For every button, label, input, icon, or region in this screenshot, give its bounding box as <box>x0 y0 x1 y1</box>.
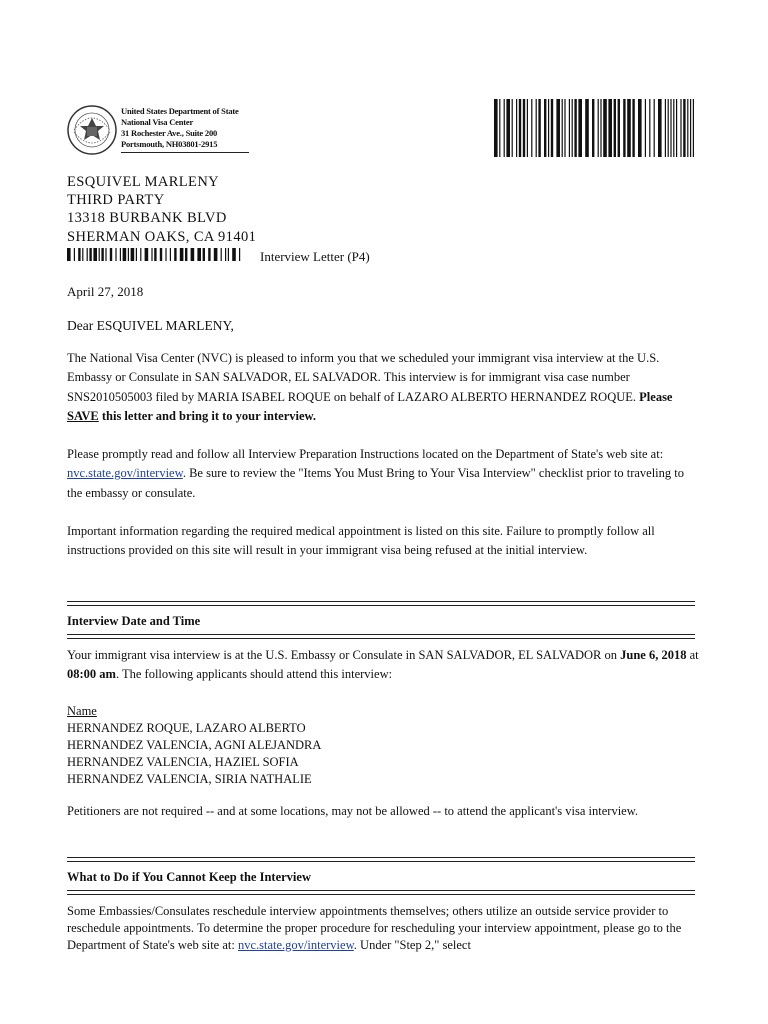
barcode-bar <box>512 99 513 157</box>
barcode-bar <box>174 248 176 261</box>
barcode-bar <box>649 99 650 157</box>
barcode-bar <box>67 248 71 261</box>
barcode-bar <box>670 99 671 157</box>
instructions-paragraph: Please promptly read and follow all Interview Preparation Instructions located on the Department of State's web site at: nvc.state.gov/interview. Be sure to review the "Items You Must Bring to Your Visa Interview" checklist prior to traveling to the embassy or consulate. <box>67 447 685 500</box>
barcode-bar <box>690 99 691 157</box>
barcode-bar <box>632 99 634 157</box>
petitioners-note: Petitioners are not required -- and at some locations, may not be allowed -- to attend the applicant's visa interview. <box>67 804 639 818</box>
recipient-line: SHERMAN OAKS, CA 91401 <box>67 228 257 245</box>
letter-date: April 27, 2018 <box>67 284 144 299</box>
barcode-bar <box>618 99 620 157</box>
barcode-bar <box>608 99 612 157</box>
barcode-bar <box>99 248 100 261</box>
barcode-bar <box>572 99 573 157</box>
barcode-bar <box>687 99 688 157</box>
barcode-bar <box>600 99 601 157</box>
barcode-bar <box>110 248 112 261</box>
barcode-bar <box>551 99 553 157</box>
barcode-bar <box>105 248 106 261</box>
list-item: HERNANDEZ VALENCIA, SIRIA NATHALIE <box>67 772 312 786</box>
barcode-bar <box>680 99 681 157</box>
sender-line: 31 Rochester Ave., Suite 200 <box>121 128 218 138</box>
barcode-bar <box>645 99 646 157</box>
letter-type: Interview Letter (P4) <box>260 249 370 264</box>
barcode-bar <box>494 99 498 157</box>
barcode-bar <box>564 99 565 157</box>
medical-paragraph: Important information regarding the required medical appointment is listed on this site. Failure to promptly follow all instructions provided on this site will result in your immigrant visa being refused at the initial interview. <box>67 524 655 558</box>
barcode-bar <box>165 248 166 261</box>
barcode-bar <box>232 248 236 261</box>
barcode-bar <box>145 248 149 261</box>
barcode-bar <box>120 248 121 261</box>
barcode-bar <box>623 99 625 157</box>
barcode-bar <box>228 248 229 261</box>
barcode-bar <box>191 248 195 261</box>
barcode-bar <box>569 99 570 157</box>
barcode-bar <box>614 99 616 157</box>
barcode-bar <box>197 248 201 261</box>
barcode-bar <box>574 99 576 157</box>
barcode-bar <box>221 248 222 261</box>
barcode-bar <box>128 248 129 261</box>
barcode-bar <box>693 99 694 157</box>
barcode-bar <box>556 99 560 157</box>
interview-link[interactable]: nvc.state.gov/interview <box>237 937 354 952</box>
barcode-bar <box>225 248 226 261</box>
barcode-bar <box>598 99 599 157</box>
intro-paragraph <box>67 349 699 426</box>
section-divider <box>67 634 695 639</box>
barcode-bar <box>170 248 171 261</box>
sender-line: National Visa Center <box>121 117 194 127</box>
barcode-bar <box>585 99 589 157</box>
greeting: Dear ESQUIVEL MARLENY, <box>67 318 234 333</box>
barcode-bar <box>87 248 88 261</box>
barcode-bar <box>89 248 91 261</box>
barcode-bar <box>506 99 510 157</box>
applicant-list-header: Name <box>67 704 97 718</box>
sender-address <box>121 106 249 153</box>
barcode-bar <box>638 99 642 157</box>
barcode-bar <box>82 248 83 261</box>
interview-details-paragraph: Your immigrant visa interview is at the U.S. Embassy or Consulate in SAN SALVADOR, EL SALVADOR on June 6, 2018 at 08:00 am. The following applicants should attend this interview: <box>67 648 699 682</box>
intro-text: The National Visa Center (NVC) is pleased to inform you that we scheduled your immigrant visa interview at the U.S. Embassy or Consulate in SAN SALVADOR, EL SALVADOR. This interview is for immigrant visa case number SNS2010505003 filed by MARIA ISABEL ROQUE on behalf of LAZARO ALBERTO HERNANDEZ ROQUE. <box>67 351 660 404</box>
barcode-bar <box>115 248 116 261</box>
recipient-line: THIRD PARTY <box>67 192 165 209</box>
barcode-bar <box>140 248 141 261</box>
barcode-bar <box>136 248 137 261</box>
barcode-bar <box>74 248 75 261</box>
section-divider <box>67 857 695 862</box>
barcode-bar <box>668 99 669 157</box>
section-divider <box>67 890 695 895</box>
interview-link[interactable]: nvc.state.gov/interview <box>67 466 183 481</box>
barcode-bar <box>131 248 135 261</box>
barcode-bar <box>544 99 546 157</box>
applicant-list <box>67 703 321 788</box>
section-divider <box>67 601 695 606</box>
barcode-bar <box>154 248 156 261</box>
barcode-bar <box>123 248 127 261</box>
barcode-bar <box>151 248 152 261</box>
section-heading-reschedule: What to Do if You Cannot Keep the Interview <box>67 870 311 884</box>
barcode-bar <box>516 99 517 157</box>
section-heading-interview-date: Interview Date and Time <box>67 614 201 628</box>
barcode-bar <box>673 99 674 157</box>
barcode-bar <box>658 99 662 157</box>
sender-rule <box>121 150 249 153</box>
barcode-bar <box>180 248 184 261</box>
interview-date: June 6, 2018 <box>620 648 687 662</box>
barcode-bar <box>239 248 240 261</box>
sender-line: United States Department of State <box>121 106 239 116</box>
barcode-bar <box>683 99 685 157</box>
barcode-bar <box>519 99 521 157</box>
barcode-bar <box>578 99 582 157</box>
barcode-bar <box>665 99 666 157</box>
barcode-bar <box>101 248 103 261</box>
barcode-bar <box>592 99 594 157</box>
sender-line: Portsmouth, NH03801-2915 <box>121 139 218 149</box>
barcode-bar <box>504 99 505 157</box>
barcode-bar <box>627 99 631 157</box>
barcode-bar <box>603 99 607 157</box>
recipient-line: ESQUIVEL MARLENY <box>67 174 220 190</box>
document-barcode <box>494 99 694 157</box>
postal-barcode <box>67 248 243 261</box>
barcode-bar <box>523 99 525 157</box>
barcode-bar <box>562 99 563 157</box>
barcode-bar <box>160 248 162 261</box>
barcode-bar <box>185 248 187 261</box>
interview-time: 08:00 am <box>67 667 116 682</box>
barcode-bar <box>531 99 532 157</box>
list-item: HERNANDEZ ROQUE, LAZARO ALBERTO <box>67 721 306 735</box>
barcode-bar <box>203 248 205 261</box>
barcode-bar <box>654 99 655 157</box>
barcode-bar <box>536 99 537 157</box>
barcode-bar <box>214 248 218 261</box>
barcode-bar <box>499 99 500 157</box>
list-item: HERNANDEZ VALENCIA, AGNI ALEJANDRA <box>67 738 322 752</box>
list-item: HERNANDEZ VALENCIA, HAZIEL SOFIA <box>67 755 299 769</box>
recipient-line: 13318 BURBANK BLVD <box>67 210 227 227</box>
barcode-bar <box>527 99 528 157</box>
barcode-bar <box>538 99 540 157</box>
barcode-bar <box>93 248 97 261</box>
save-instruction: Please SAVE this letter and bring it to your interview. <box>67 389 673 423</box>
barcode-bar <box>548 99 549 157</box>
reschedule-paragraph: Some Embassies/Consulates reschedule interview appointments themselves; others utilize an outside service provider to reschedule appointments. To determine the proper procedure for rescheduling your interview appointment, please go to the Department of State's web site at: nvc.state.gov/interview. Under "Step 2," select <box>67 904 682 952</box>
department-seal-icon <box>66 104 118 156</box>
barcode-bar <box>208 248 210 261</box>
barcode-bar <box>78 248 80 261</box>
recipient-address <box>67 173 256 246</box>
barcode-bar <box>676 99 677 157</box>
